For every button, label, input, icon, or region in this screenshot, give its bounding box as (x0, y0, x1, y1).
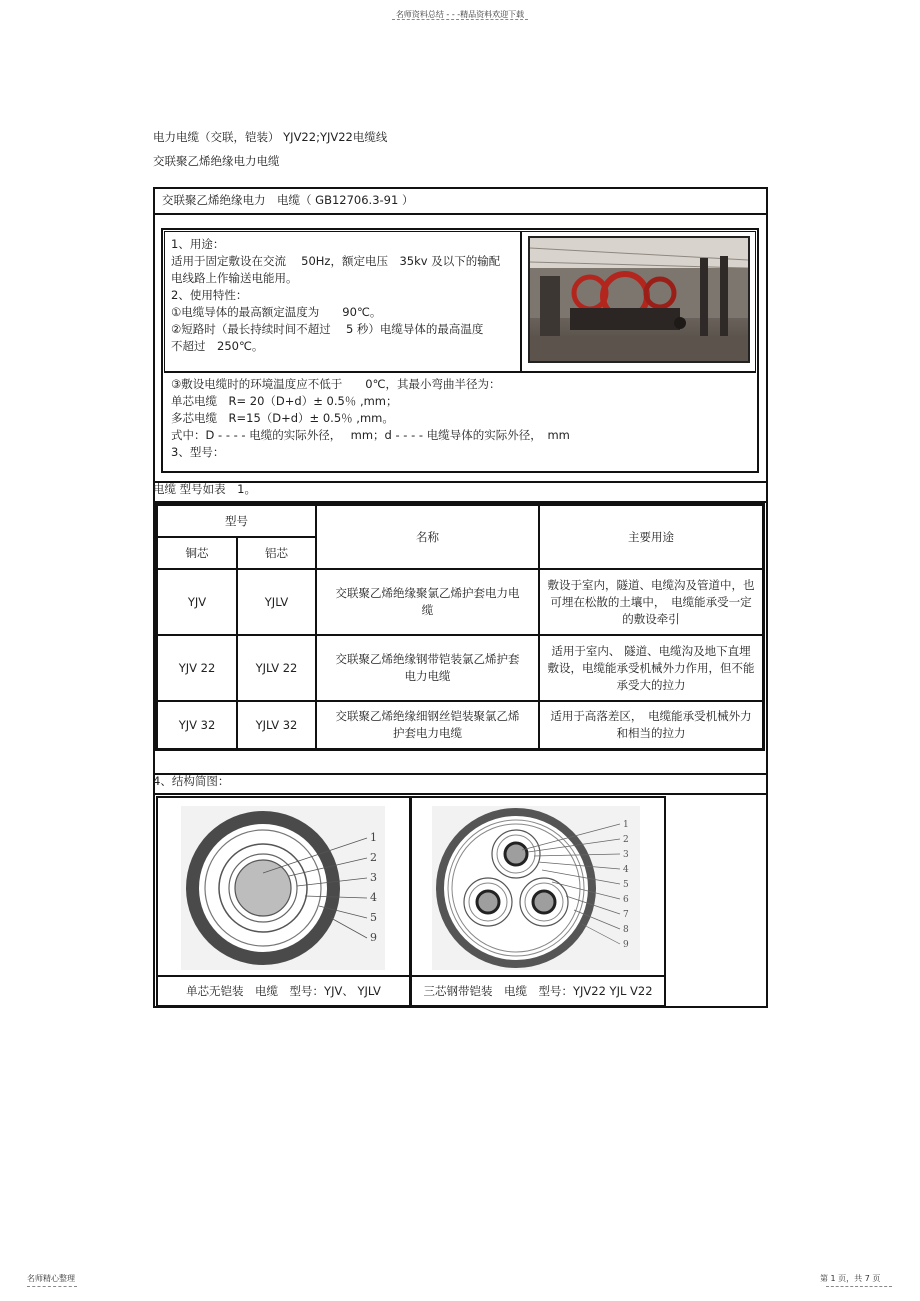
footer-left-dash (27, 1286, 77, 1287)
photo-machine (540, 276, 560, 336)
table-cell-name: 交联聚乙烯绝缘钢带铠装氯乙烯护套电力电缆 (316, 635, 539, 701)
three-core-caption: 三芯钢带铠装 电缆 型号：YJV22 YJL V22 (423, 984, 653, 998)
diagram-label: 1 (370, 831, 377, 844)
core-top (492, 830, 540, 878)
usage-line: 不超过 250℃。 (171, 339, 264, 353)
table-cell-use: 适用于室内、 隧道、电缆沟及地下直埋敷设，电缆能承受机械外力作用，但不能承受大的拉力 (539, 635, 763, 701)
section-title: 交联聚乙烯绝缘电力 电缆（ GB12706.3-91 ） (162, 193, 414, 207)
single-core-diagram (181, 806, 385, 970)
usage-line: ②短路时（最长持续时间不超过 5 秒）电缆导体的最高温度 (171, 322, 484, 336)
structure-divider-bottom (153, 793, 768, 795)
table-caption: 电缆 型号如表 1。 (153, 482, 256, 496)
header-divider (392, 19, 528, 20)
photo-reel (674, 317, 686, 329)
diagram-label: 4 (370, 891, 377, 904)
page-title: 电力电缆（交联，铠装） YJV22;YJV22电缆线 (153, 130, 388, 144)
header-copper: 铜芯 (157, 537, 237, 569)
usage-text (171, 236, 500, 355)
table-cell-aluminum: YJLV 22 (237, 635, 316, 701)
photo-base (570, 308, 680, 330)
bending-line: 式中：D - - - - 电缆的实际外径， mm；d - - - - 电缆导体的实际外径， mm (171, 428, 570, 442)
single-core-caption: 单芯无铠装 电缆 型号：YJV、 YJLV (186, 984, 381, 998)
table-cell-name: 交联聚乙烯绝缘细钢丝铠装聚氯乙烯护套电力电缆 (316, 701, 539, 749)
bending-line: 多芯电缆 R=15（D+d）± 0.5％ ,mm。 (171, 411, 394, 425)
usage-line: 2、使用特性： (171, 288, 248, 302)
structure-title: 4、结构简图： (153, 774, 230, 788)
structure-divider-top (153, 773, 768, 775)
table-cell-name: 交联聚乙烯绝缘聚氯乙烯护套电力电缆 (316, 569, 539, 635)
diagram-label: 1 (623, 820, 629, 830)
page-subtitle: 交联聚乙烯绝缘电力电缆 (153, 154, 280, 168)
diagram-label: 5 (370, 911, 377, 924)
diagram-label: 7 (623, 910, 629, 920)
bending-line: ③敷设电缆时的环境温度应不低于 0℃，其最小弯曲半径为： (171, 377, 501, 391)
conductor (235, 860, 291, 916)
table-cell-use: 敷设于室内，隧道、电缆沟及管道中，也可埋在松散的土壤中， 电缆能承受一定的敷设牵引 (539, 569, 763, 635)
usage-line: ①电缆导体的最高额定温度为 90℃。 (171, 305, 382, 319)
diagram-label: 3 (370, 871, 377, 884)
header-use: 主要用途 (539, 505, 763, 569)
three-core-caption-divider (412, 975, 664, 977)
single-core-caption-divider (158, 975, 409, 977)
usage-line: 1、用途： (171, 237, 225, 251)
table-cell-copper: YJV (157, 569, 237, 635)
diagram-label: 6 (623, 895, 629, 905)
bending-line: 3、型号： (171, 445, 225, 459)
core-right (520, 878, 568, 926)
table-cell-copper: YJV 22 (157, 635, 237, 701)
photo-ceiling (530, 238, 748, 268)
three-core-diagram (432, 806, 640, 970)
footer-left: 名师精心整理 (27, 1274, 75, 1283)
diagram-label: 8 (623, 925, 629, 935)
core-left (464, 878, 512, 926)
footer-page-number: 第 1 页，共 7 页 (820, 1274, 881, 1283)
page-header: 名师资料总结 - - -精品资料欢迎下载 (395, 10, 525, 19)
diagram-label: 5 (623, 880, 629, 890)
table-cell-aluminum: YJLV (237, 569, 316, 635)
photo-column (720, 256, 728, 341)
diagram-label: 9 (370, 931, 377, 944)
usage-line: 适用于固定敷设在交流 50Hz，额定电压 35kv 及以下的输配 (171, 254, 501, 268)
diagram-label: 2 (370, 851, 377, 864)
bending-text (171, 376, 570, 461)
photo-column (700, 258, 708, 338)
core-conductor (533, 891, 555, 913)
core-conductor (505, 843, 527, 865)
factory-photo (528, 236, 750, 363)
factory-photo-drawing (530, 238, 748, 361)
footer-right-dash (826, 1286, 892, 1287)
header-aluminum: 铝芯 (237, 537, 316, 569)
diagram-label: 2 (623, 835, 629, 845)
core-conductor (477, 891, 499, 913)
photo-floor (530, 336, 748, 361)
table-cell-use: 适用于高落差区， 电缆能承受机械外力和相当的拉力 (539, 701, 763, 749)
table-cell-copper: YJV 32 (157, 701, 237, 749)
header-model: 型号 (157, 505, 316, 537)
diagram-label: 4 (623, 865, 629, 875)
diagram-label: 9 (623, 940, 629, 950)
usage-line: 电线路上作输送电能用。 (171, 271, 298, 285)
header-name: 名称 (316, 505, 539, 569)
diagram-label: 3 (623, 850, 629, 860)
section-title-divider (153, 213, 768, 215)
table-cell-aluminum: YJLV 32 (237, 701, 316, 749)
spec-divider (164, 372, 756, 373)
bending-line: 单芯电缆 R= 20（D+d）± 0.5％ ,mm； (171, 394, 398, 408)
